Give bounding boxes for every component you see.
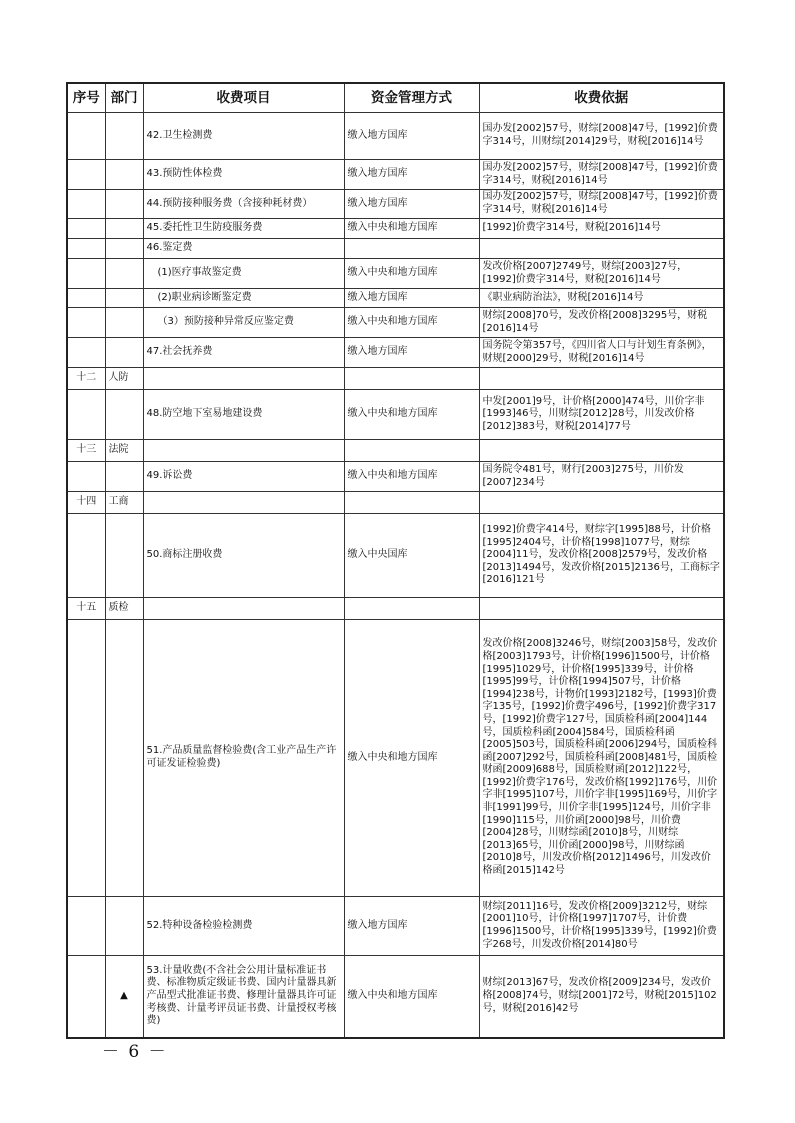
category-dept: 质检 <box>105 598 143 620</box>
dept-cell <box>105 514 143 598</box>
table-row <box>67 308 724 338</box>
fund-management: 缴入地方国库 <box>344 113 479 160</box>
table-row <box>67 259 724 289</box>
category-dept: 人防 <box>105 368 143 390</box>
fee-item: 51.产品质量监督检验费(含工业产品生产许可证发证检验费) <box>143 620 344 897</box>
fee-basis: 中发[2001]9号，计价格[2000]474号，川价字非[1993]46号，川财综[2012]28号，川发改价格[2012]383号，财税[2014]77号 <box>479 390 724 440</box>
dept-cell <box>105 160 143 190</box>
fund-management: 缴入中央和地方国库 <box>344 308 479 338</box>
table-row <box>67 390 724 440</box>
triangle-marker-icon: ▲ <box>105 956 143 1038</box>
dept-cell <box>105 289 143 308</box>
fee-basis: 国办发[2002]57号，财综[2008]47号，[1992]价费字314号，财税[2016]14号 <box>479 190 724 219</box>
seq-cell <box>67 390 105 440</box>
category-seq: 十五 <box>67 598 105 620</box>
table-row <box>67 514 724 598</box>
fund-management: 缴入中央国库 <box>344 514 479 598</box>
fee-basis: 财综[2011]16号，发改价格[2009]3212号，财综[2001]10号，计价格[1997]1707号，计价费[1996]1500号，计价格[1995]339号，[1992]价费字268号，川发改价格[2014]80号 <box>479 897 724 956</box>
fee-item: 47.社会抚养费 <box>143 338 344 368</box>
header-item: 收费项目 <box>143 83 344 113</box>
fee-basis: 国务院令第357号，《四川省人口与计划生育条例》，财规[2000]29号，财税[2016]14号 <box>479 338 724 368</box>
fee-basis: 发改价格[2007]2749号，财综[2003]27号，[1992]价费字314号，财税[2016]14号 <box>479 259 724 289</box>
seq-cell <box>67 462 105 492</box>
fee-item: 46.鉴定费 <box>143 239 344 259</box>
dept-cell <box>105 308 143 338</box>
table-row <box>67 113 724 160</box>
fund-management: 缴入地方国库 <box>344 897 479 956</box>
fee-item: 50.商标注册收费 <box>143 514 344 598</box>
dept-cell <box>105 259 143 289</box>
fee-basis: 国务院令481号，财行[2003]275号，川价发[2007]234号 <box>479 462 724 492</box>
dept-cell <box>105 620 143 897</box>
table-row <box>67 160 724 190</box>
category-row <box>67 440 724 462</box>
table-row <box>67 620 724 897</box>
table-row <box>67 190 724 219</box>
fee-item: 53.计量收费(不含社会公用计量标准证书费、标准物质定级证书费、国内计量器具新产品型式批准证书费、修理计量器具许可证考核费、计量考评员证书费、计量授权考核费) <box>143 956 344 1038</box>
seq-cell <box>67 338 105 368</box>
seq-cell <box>67 113 105 160</box>
seq-cell <box>67 897 105 956</box>
seq-cell <box>67 219 105 239</box>
category-seq: 十三 <box>67 440 105 462</box>
fund-management: 缴入中央和地方国库 <box>344 620 479 897</box>
dept-cell <box>105 338 143 368</box>
dept-cell <box>105 219 143 239</box>
fee-subitem: （3）预防接种异常反应鉴定费 <box>143 308 344 338</box>
header-dept: 部门 <box>105 83 143 113</box>
dept-cell <box>105 190 143 219</box>
fund-management <box>344 239 479 259</box>
table-row <box>67 239 724 259</box>
category-seq: 十二 <box>67 368 105 390</box>
category-row <box>67 598 724 620</box>
fund-management: 缴入地方国库 <box>344 190 479 219</box>
table-row <box>67 289 724 308</box>
page-number: － 6 － <box>102 1042 168 1062</box>
fee-subitem: (1)医疗事故鉴定费 <box>143 259 344 289</box>
seq-cell <box>67 239 105 259</box>
header-seq: 序号 <box>67 83 105 113</box>
fee-item: 48.防空地下室易地建设费 <box>143 390 344 440</box>
category-row <box>67 368 724 390</box>
fee-item: 52.特种设备检验检测费 <box>143 897 344 956</box>
dept-cell <box>105 239 143 259</box>
category-dept: 工商 <box>105 492 143 514</box>
fee-basis: 国办发[2002]57号，财综[2008]47号，[1992]价费字314号，川财综[2014]29号，财税[2016]14号 <box>479 113 724 160</box>
fee-table <box>66 82 725 1039</box>
fund-management: 缴入地方国库 <box>344 289 479 308</box>
fee-basis: [1992]价费字414号，财综字[1995]88号，计价格[1995]2404号，计价格[1998]1077号，财综[2004]11号，发改价格[2008]2579号，发改价格[2013]1494号，发改价格[2015]2136号，工商标字[2016]121号 <box>479 514 724 598</box>
fee-item: 44.预防接种服务费（含接种耗材费） <box>143 190 344 219</box>
seq-cell <box>67 190 105 219</box>
category-dept: 法院 <box>105 440 143 462</box>
fee-basis: 《职业病防治法》，财税[2016]14号 <box>479 289 724 308</box>
table-row <box>67 897 724 956</box>
fee-basis <box>479 239 724 259</box>
fee-basis: [1992]价费字314号，财税[2016]14号 <box>479 219 724 239</box>
seq-cell <box>67 620 105 897</box>
fund-management: 缴入中央和地方国库 <box>344 390 479 440</box>
table-row <box>67 462 724 492</box>
fee-basis: 国办发[2002]57号，财综[2008]47号，[1992]价费字314号，财税[2016]14号 <box>479 160 724 190</box>
seq-cell <box>67 956 105 1038</box>
table-row <box>67 956 724 1038</box>
dept-cell <box>105 897 143 956</box>
fee-basis: 财综[2013]67号，发改价格[2009]234号，发改价格[2008]74号，财综[2001]72号，财税[2015]102号，财税[2016]42号 <box>479 956 724 1038</box>
header-basis: 收费依据 <box>479 83 724 113</box>
header-mgmt: 资金管理方式 <box>344 83 479 113</box>
seq-cell <box>67 289 105 308</box>
fee-basis: 财综[2008]70号，发改价格[2008]3295号，财税[2016]14号 <box>479 308 724 338</box>
dept-cell <box>105 113 143 160</box>
fund-management: 缴入地方国库 <box>344 338 479 368</box>
fund-management: 缴入地方国库 <box>344 160 479 190</box>
dept-cell <box>105 390 143 440</box>
category-seq: 十四 <box>67 492 105 514</box>
fee-item: 49.诉讼费 <box>143 462 344 492</box>
table-row <box>67 219 724 239</box>
seq-cell <box>67 308 105 338</box>
fund-management: 缴入中央和地方国库 <box>344 219 479 239</box>
dept-cell <box>105 462 143 492</box>
fund-management: 缴入中央和地方国库 <box>344 259 479 289</box>
fund-management: 缴入中央和地方国库 <box>344 956 479 1038</box>
seq-cell <box>67 259 105 289</box>
table-row <box>67 338 724 368</box>
seq-cell <box>67 160 105 190</box>
fee-subitem: (2)职业病诊断鉴定费 <box>143 289 344 308</box>
seq-cell <box>67 514 105 598</box>
fee-item: 43.预防性体检费 <box>143 160 344 190</box>
fee-item: 45.委托性卫生防疫服务费 <box>143 219 344 239</box>
fee-item: 42.卫生检测费 <box>143 113 344 160</box>
fund-management: 缴入中央和地方国库 <box>344 462 479 492</box>
fee-basis: 发改价格[2008]3246号，财综[2003]58号，发改价格[2003]1793号，计价格[1996]1500号，计价格[1995]1029号，计价格[1995]339号，计价格[1995]99号，计价格[1994]507号，计价格[1994]238号，计物价[1993]2182号，[1993]价费字135号，[1992]价费字496号，[1992]价费字317号，[1992]价费字127号，国质检科函[2004]144号，国质检科函[2004]584号，国质检科函[2005]503号，国质检科函[2006]294号，国质检科函[2007]292号，国质检科函[2008]481号，国质检财函[2009]688号，国质检财函[2012]122号，[1992]价费字176号，发改价格[1992]176号，川价字非[1995]107号，川价字非[1995]169号，川价字非[1991]99号，川价字非[1995]124号，川价字非[1990]115号，川价函[2000]98号，川价费[2004]28号，川财综函[2010]8号，川财综[2013]65号，川价函[2000]98号，川财综函[2010]8号，川发改价格[2012]1496号，川发改价格函[2015]142号 <box>479 620 724 897</box>
table-header-row <box>67 83 724 113</box>
category-row <box>67 492 724 514</box>
